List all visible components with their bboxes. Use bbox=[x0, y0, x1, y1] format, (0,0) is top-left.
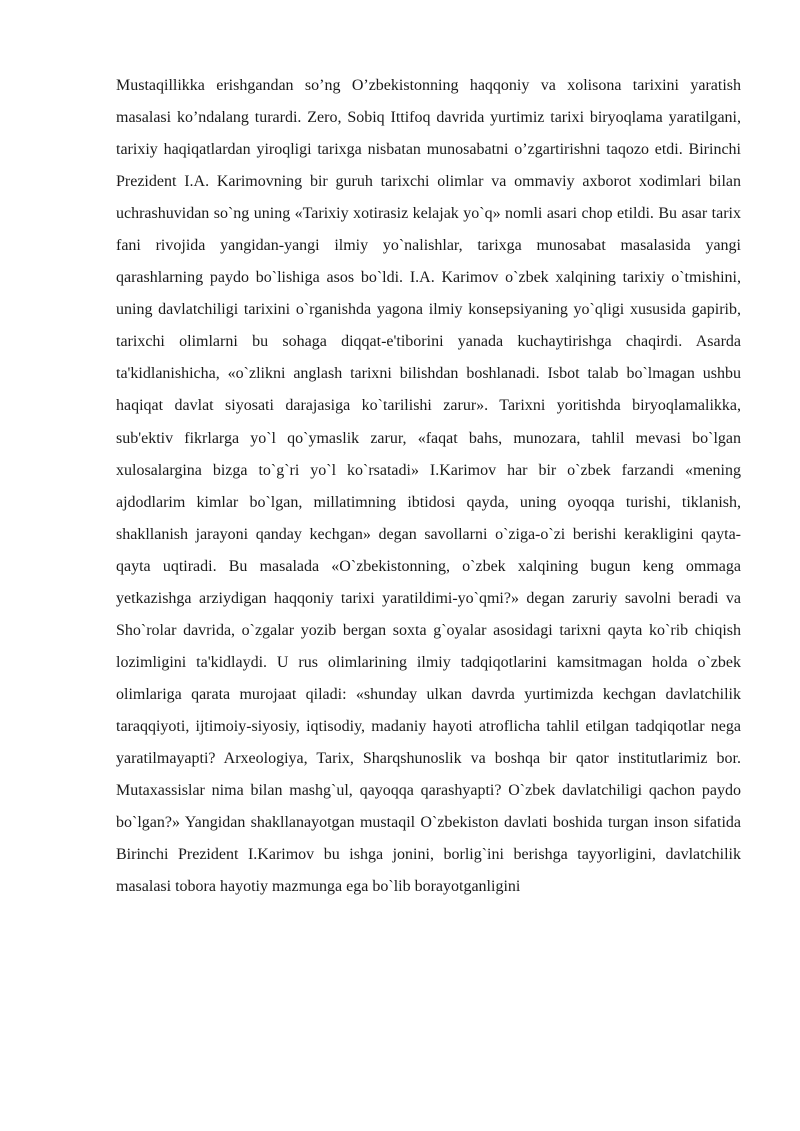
document-page bbox=[116, 70, 741, 903]
body-paragraph: Mustaqillikka erishgandan so’ng O’zbekistonning haqqoniy va xolisona tarixini yaratish masalasi ko’ndalang turardi. Zero, Sobiq Ittifoq davrida yurtimiz tarixi biryoqlama yaratilgani, tarixiy haqiqatlardan yiroqligi tarixga nisbatan munosabatni o’zgartirishni taqozo etdi. Birinchi Prezident I.A. Karimovning bir guruh tarixchi olimlar va ommaviy axborot xodimlari bilan uchrashuvidan so`ng uning «Tarixiy xotirasiz kelajak yo`q» nomli asari chop etildi. Bu asar tarix fani rivojida yangidan-yangi ilmiy yo`nalishlar, tarixga munosabat masalasida yangi qarashlarning paydo bo`lishiga asos bo`ldi. I.A. Karimov o`zbek xalqining tarixiy o`tmishini, uning davlatchiligi tarixini o`rganishda yagona ilmiy konsepsiyaning yo`qligi xususida gapirib, tarixchi olimlarni bu sohaga diqqat-e'tiborini yanada kuchaytirishga chaqirdi. Asarda ta'kidlanishicha, «o`zlikni anglash tarixni bilishdan boshlanadi. Isbot talab bo`lmagan ushbu haqiqat davlat siyosati darajasiga ko`tarilishi zarur». Tarixni yoritishda biryoqlamalikka, sub'ektiv fikrlarga yo`l qo`ymaslik zarur, «faqat bahs, munozara, tahlil mevasi bo`lgan xulosalargina bizga to`g`ri yo`l ko`rsatadi» I.Karimov har bir o`zbek farzandi «mening ajdodlarim kimlar bo`lgan, millatimning ibtidosi qayda, uning oyoqqa turishi, tiklanish, shakllanish jarayoni qanday kechgan» degan savollarni o`ziga-o`zi berishi kerakligini qayta-qayta uqtiradi. Bu masalada «O`zbekistonning, o`zbek xalqining bugun keng ommaga yetkazishga arziydigan haqqoniy tarixi yaratildimi-yo`qmi?» degan zaruriy savolni beradi va Sho`rolar davrida, o`zgalar yozib bergan soxta g`oyalar asosidagi tarixni qayta ko`rib chiqish lozimligini ta'kidlaydi. U rus olimlarining ilmiy tadqiqotlarini kamsitmagan holda o`zbek olimlariga qarata murojaat qiladi: «shunday ulkan davrda yurtimizda kechgan davlatchilik taraqqiyoti, ijtimoiy-siyosiy, iqtisodiy, madaniy hayoti atroflicha tahlil etilgan tadqiqotlar nega yaratilmayapti? Arxeologiya, Tarix, Sharqshunoslik va boshqa bir qator institutlarimiz bor. Mutaxassislar nima bilan mashg`ul, qayoqqa qarashyapti? O`zbek davlatchiligi qachon paydo bo`lgan?» Yangidan shakllanayotgan mustaqil O`zbekiston davlati boshida turgan inson sifatida Birinchi Prezident I.Karimov bu ishga jonini, borlig`ini berishga tayyorligini, davlatchilik masalasi tobora hayotiy mazmunga ega bo`lib borayotganligini bbox=[116, 77, 741, 896]
